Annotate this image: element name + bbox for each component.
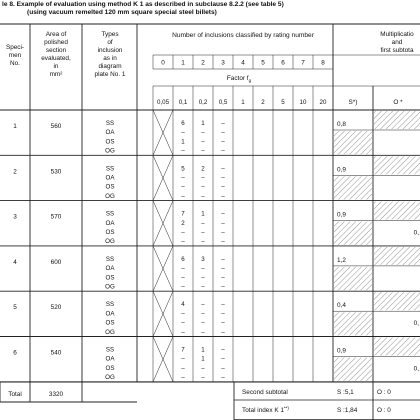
factor-value: 0,05 [156,99,170,106]
inclusion-count: – [181,183,185,191]
inclusion-type: OS [105,274,115,282]
inclusion-count: – [201,147,205,155]
specimen-area: 600 [50,258,62,266]
inclusion-count: 6 [181,120,185,127]
inclusion-count: 4 [181,301,185,309]
hatched-cell [374,338,420,356]
inclusion-count: – [201,138,205,146]
rating-number: 1 [181,59,185,67]
hatched-cell [334,222,372,245]
inclusion-type: SS [105,210,115,218]
inclusion-count: – [221,319,225,327]
hatched-cell [374,202,420,220]
inclusion-count: – [221,147,225,155]
hatched-cell [374,292,420,310]
inclusion-type: OA [105,265,115,273]
header-multiplication: and [391,39,403,46]
inclusion-type: OA [105,219,115,227]
inclusion-count: – [201,328,205,336]
inclusion-count: – [181,129,185,137]
caption-line-2: (using vacuum remelted 120 mm square special steel billets) [27,9,217,16]
total-index-label: Total index K 1**) [242,405,289,414]
inclusion-type: OG [105,192,115,200]
hatched-cell [334,312,372,335]
header-area: Area of [45,31,67,38]
inclusion-count: 1 [201,346,205,354]
header-types: plate No. 1 [94,71,126,78]
inclusion-type: OG [105,283,115,291]
inclusion-count: – [181,310,185,318]
inclusion-type: OA [105,310,115,318]
rating-number: 8 [321,59,325,67]
inclusion-count: – [221,355,225,363]
header-area: polished [44,39,68,46]
hatched-cell [334,267,372,290]
total-index-s: S :1,84 [337,407,358,414]
specimen-no: 1 [13,123,17,130]
factor-value: 5 [281,99,285,106]
inclusion-count: – [201,274,205,282]
inclusion-type: OG [105,328,115,336]
inclusion-count: – [181,147,185,155]
inclusion-type: OS [105,229,115,236]
inclusion-type: SS [105,120,115,127]
hatched-cell [374,111,420,129]
inclusion-count: – [201,129,205,137]
inclusion-type: OS [105,183,115,191]
inclusion-count: – [201,219,205,227]
factor-value: 20 [319,99,327,106]
inclusion-count: – [221,301,225,309]
inclusion-count: – [221,192,225,200]
header-types: of [107,39,113,46]
inclusion-type: SS [105,346,115,354]
subtotal-s: 0,4 [337,302,346,310]
second-subtotal-label: Second subtotal [242,389,288,396]
rating-number: 6 [281,59,285,67]
inclusion-type: SS [105,255,115,263]
inclusion-count: – [201,183,205,191]
specimen-area: 520 [50,304,62,312]
specimen-no: 5 [13,304,17,312]
inclusion-type: OG [105,147,115,155]
inclusion-count: – [221,274,225,282]
inclusion-count: 2 [201,165,205,173]
inclusion-count: – [221,219,225,227]
specimen-no: 2 [13,168,17,176]
inclusion-count: – [201,265,205,273]
factor-label: Factor $f_g$ [226,75,252,83]
subtotal-o: 0, [413,320,419,328]
inclusion-count: – [221,165,225,173]
header-area: evaluated, [41,55,71,62]
header-area: in [53,63,59,70]
inclusion-type: OG [105,238,115,246]
specimen-area: 530 [50,168,62,176]
specimen-no: 4 [13,258,17,266]
inclusion-count: – [221,255,225,263]
inclusion-count: – [201,301,205,309]
inclusion-count: – [221,129,225,137]
inclusion-count: – [181,355,185,363]
inclusion-type: OS [105,319,115,327]
inclusion-count: – [181,192,185,200]
factor-value: 10 [299,99,307,106]
header-s-col: S*) [348,99,358,106]
subtotal-s: 0,9 [337,347,346,355]
total-index-o: O : 0 [377,407,391,414]
inclusion-count: – [221,310,225,318]
inclusion-count: – [181,319,185,327]
inclusion-count: 3 [201,255,205,263]
inclusion-count: – [181,229,185,236]
inclusion-count: – [181,265,185,273]
inclusion-type: OS [105,138,115,146]
rating-number: 4 [241,59,245,67]
inclusion-count: – [221,229,225,236]
inclusion-count: – [181,364,185,372]
second-subtotal-o: O : 0 [377,389,391,396]
inclusion-count: – [181,283,185,291]
inclusion-count: – [201,174,205,182]
inclusion-count: – [221,283,225,291]
inclusion-count: 2 [181,219,185,227]
inclusion-count: 6 [181,255,185,263]
inclusion-count: – [221,238,225,246]
inclusion-count: 5 [181,165,185,173]
total-label: Total [8,391,22,398]
inclusion-count: – [181,174,185,182]
header-types: Types [101,31,119,38]
header-area: mm² [49,71,63,78]
inclusion-count: – [221,174,225,182]
subtotal-o: 0, [413,229,419,237]
inclusion-count: 1 [181,138,185,146]
rating-number: 3 [221,59,225,67]
hatched-cell [334,176,372,199]
inclusion-count: – [221,138,225,146]
factor-value: 0,5 [218,99,228,106]
subtotal-s: 1,2 [337,256,346,264]
hatched-cell [334,131,372,154]
subtotal-s: 0,9 [337,211,346,219]
header-specimen: No. [10,60,20,67]
header-types: as in [103,55,117,62]
inclusion-count: 1 [201,210,205,218]
hatched-cell [374,247,420,265]
inclusion-count: – [221,374,225,382]
inclusion-type: OA [105,129,115,137]
inclusion-count: – [201,283,205,291]
specimen-no: 3 [13,213,17,221]
header-specimen: men [8,52,22,59]
header-types: inclusion [97,47,123,54]
inclusion-count: – [181,274,185,282]
inclusion-count: – [201,319,205,327]
inclusion-count: – [181,238,185,246]
rating-number: 5 [261,59,265,67]
header-o-col: O * [393,99,403,106]
factor-value: 0,1 [178,99,188,106]
inclusion-count: – [221,328,225,336]
subtotal-s: 0,8 [337,121,346,128]
inclusion-count: – [201,310,205,318]
inclusion-count: 7 [181,346,185,354]
inclusion-count: – [221,364,225,372]
inclusion-count: – [201,364,205,372]
inclusion-count: – [221,265,225,273]
inclusion-count: – [201,192,205,200]
caption-line-1: le 8. Example of evaluation using method K 1 as described in subclause 8.2.2 (see table 5) [2,1,284,8]
header-area: section [45,47,67,54]
inclusion-type: OA [105,355,115,363]
specimen-no: 6 [13,349,17,357]
total-area: 3320 [48,391,64,398]
inclusion-count: 7 [181,210,185,218]
inclusion-type: OG [105,374,115,382]
inclusion-type: OA [105,174,115,182]
header-specimen: Speci- [5,44,25,51]
rating-number: 7 [301,59,305,67]
factor-value: 0,2 [198,99,208,106]
inclusion-type: OS [105,364,115,372]
factor-value: 1 [241,99,245,106]
header-types: diagram [98,63,122,70]
header-multiplication: first subtota [380,47,414,54]
inclusion-count: – [201,374,205,382]
inclusion-count: – [201,229,205,236]
header-inclusions-title: Number of inclusions classified by rating number [172,32,314,39]
rating-number: 2 [201,59,205,67]
header-multiplication: Multiplicatio [380,31,414,38]
inclusion-count: – [221,346,225,354]
inclusion-count: – [201,238,205,246]
inclusion-type: SS [105,301,115,309]
factor-value: 2 [261,99,265,106]
hatched-cell [334,358,372,381]
inclusion-count: – [181,328,185,336]
inclusion-type: SS [105,165,115,173]
inclusion-count: 1 [201,120,205,127]
specimen-area: 540 [50,349,62,357]
inclusion-count: – [221,183,225,191]
inclusion-count: – [181,374,185,382]
inclusion-count: – [221,210,225,218]
subtotal-o: 0, [413,365,419,373]
hatched-cell [374,156,420,174]
inclusion-count: – [221,120,225,127]
specimen-area: 570 [50,213,62,221]
inclusion-count: 1 [201,355,205,363]
rating-number: 0 [161,59,165,67]
subtotal-s: 0,9 [337,166,346,174]
second-subtotal-s: S :5,1 [337,389,354,396]
specimen-area: 560 [50,123,62,130]
